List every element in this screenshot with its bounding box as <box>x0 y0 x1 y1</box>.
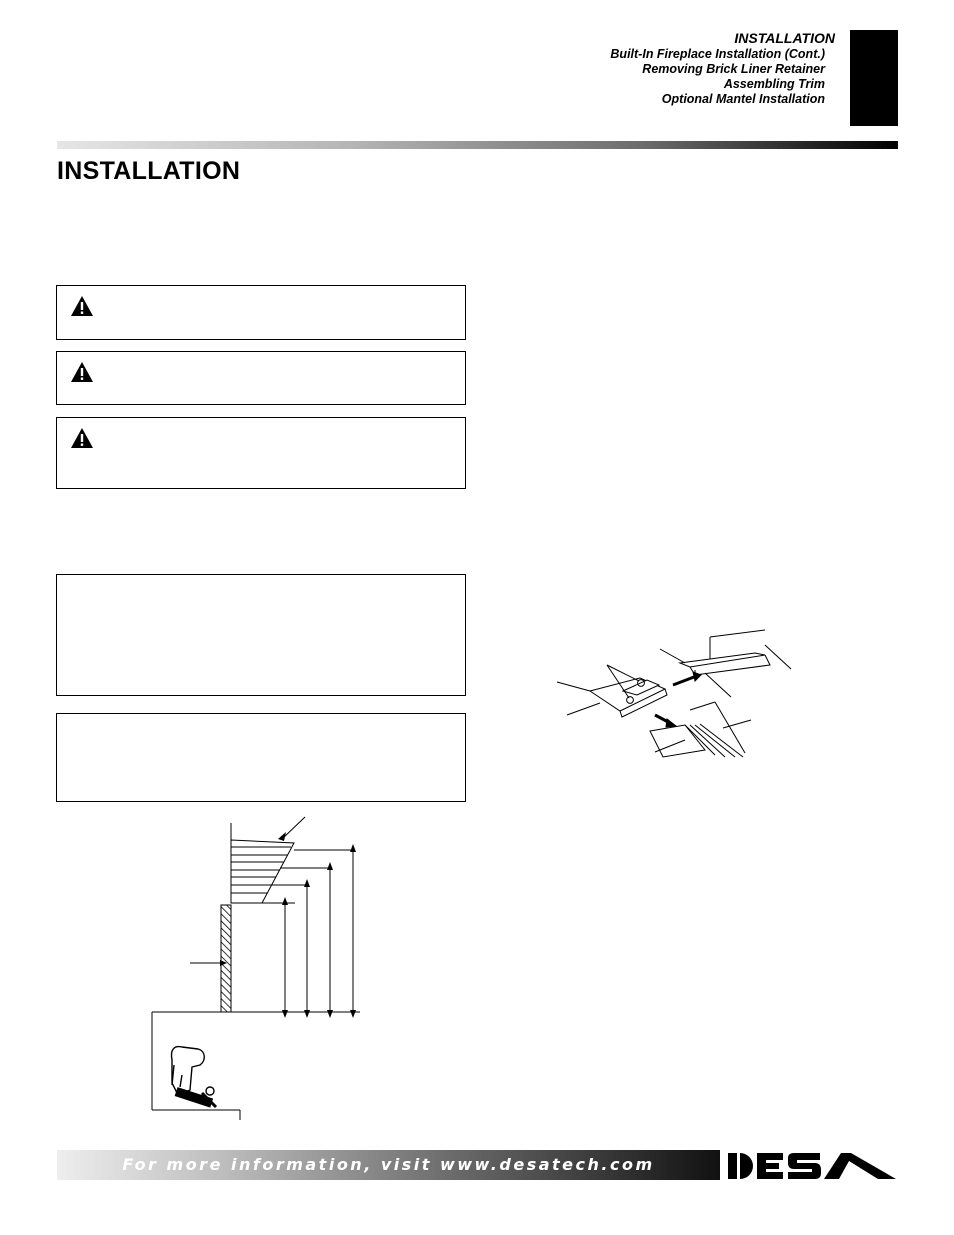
header-subsection-list <box>610 47 825 107</box>
mantel-clearance-figure <box>150 815 365 1120</box>
header-subsection: Assembling Trim <box>723 77 825 91</box>
header-subsection: Removing Brick Liner Retainer <box>642 62 825 76</box>
warning-triangle-icon <box>70 361 94 383</box>
header-subsection: Built-In Fireplace Installation (Cont.) <box>610 47 825 61</box>
notice-box-2 <box>56 713 466 802</box>
warning-box-1 <box>56 285 466 340</box>
header-subsection: Optional Mantel Installation <box>661 92 825 106</box>
footer-info-bar <box>57 1150 720 1180</box>
warning-box-3 <box>56 417 466 489</box>
warning-box-2 <box>56 351 466 405</box>
header-section-title: INSTALLATION <box>734 30 835 46</box>
warning-triangle-icon <box>70 427 94 449</box>
header-gradient-rule <box>57 141 898 149</box>
warning-triangle-icon <box>70 295 94 317</box>
page-title: INSTALLATION <box>57 157 241 185</box>
footer-website-text: For more information, visit www.desatech.com <box>122 1155 655 1174</box>
trim-assembly-figure <box>555 625 800 765</box>
notice-box-1 <box>56 574 466 696</box>
hand-tool-illustration <box>171 1047 216 1107</box>
header-black-tab <box>850 30 898 126</box>
desa-logo <box>724 1148 900 1184</box>
